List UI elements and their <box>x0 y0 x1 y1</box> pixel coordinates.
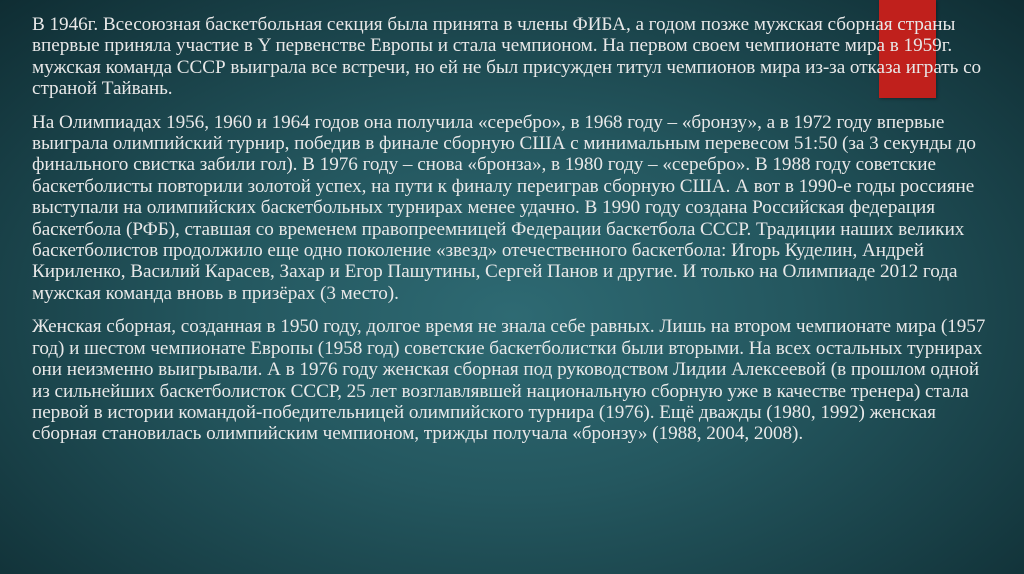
paragraph-women-team: Женская сборная, созданная в 1950 году, долгое время не знала себе равных. Лишь на втором чемпионате мира (1957 год) и шестом чемпионате Европы (1958 год) советские баскетболистки были вторыми. На всех остальных турнирах они неизменно выигрывали. А в 1976 году женская сборная под руководством Лидии Алексеевой (в прошлом одной из сильнейших баскетболисток СССР, 25 лет возглавлявшей национальную сборную уже в качестве тренера) стала первой в истории командой-победительницей олимпийского турнира (1976). Ещё дважды (1980, 1992) женская сборная становилась олимпийским чемпионом, трижды получала «бронзу» (1988, 2004, 2008). <box>32 316 986 445</box>
paragraph-olympics-history: На Олимпиадах 1956, 1960 и 1964 годов она получила «серебро», в 1968 году – «бронзу», а в 1972 году впервые выиграла олимпийский турнир, победив в финале сборную США с минимальным перевесом 51:50 (за 3 секунды до финального свистка забили гол). В 1976 году – снова «бронза», в 1980 году – «серебро». В 1988 году советские баскетболисты повторили золотой успех, на пути к финалу переиграв сборную США. А вот в 1990-е годы россияне выступали на олимпийских баскетбольных турнирах менее удачно. В 1990 году создана Российская федерация баскетбола (РФБ), ставшая со временем правопреемницей Федерации баскетбола СССР. Традиции наших великих баскетболистов продолжило еще одно поколение «звезд» отечественного баскетбола: Игорь Куделин, Андрей Кириленко, Василий Карасев, Захар и Егор Пашутины, Сергей Панов и другие. И только на Олимпиаде 2012 года мужская команда вновь в призёрах (3 место). <box>32 111 976 304</box>
slide-text-body <box>32 14 992 457</box>
paragraph-men-team-early: В 1946г. Всесоюзная баскетбольная секция была принята в члены ФИБА, а годом позже мужская сборная страны впервые приняла участие в Y первенстве Европы и стала чемпионом. На первом своем чемпионате мира в 1959г. мужская команда СССР выиграла все встречи, но ей не был присужден титул чемпионов мира из-за отказа играть со страной Тайвань. <box>32 14 982 100</box>
